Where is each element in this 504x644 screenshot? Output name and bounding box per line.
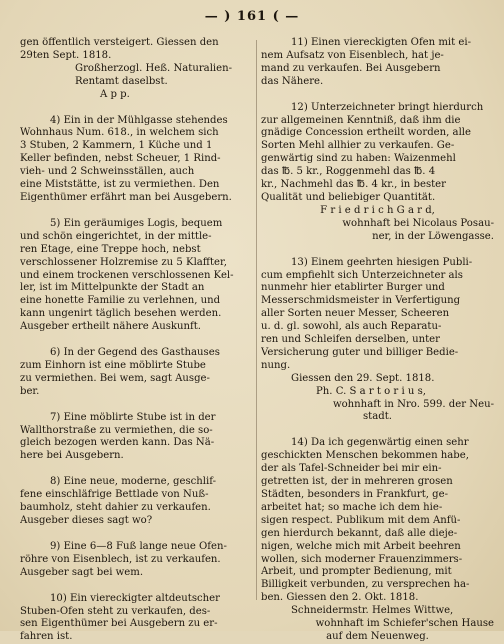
right-text-line: wollen, sich moderner Frauenzimmers- [261,553,463,565]
left-text-line: Ausgeber ertheilt nähere Auskunft. [20,321,202,333]
right-text-line: Sorten Mehl allhier zu verkaufen. Ge- [261,140,455,152]
left-text-line: vieh- und 2 Schweinsställen, auch [20,166,195,178]
left-text-line: fene einschläfrige Bettlade von Nuß- [20,489,209,501]
left-text-line: fahren ist. [20,631,73,643]
right-text-line: ner, in der Löwengasse. [372,230,494,242]
right-text-line: auf dem Neuenweg. [326,630,429,642]
left-text-line: 29ten Sept. 1818. [20,49,112,61]
right-text-line: Versicherung guter und billiger Bedie- [261,346,459,358]
left-text-line: eine honette Familie zu verlehnen, und [20,295,221,307]
left-text-line: gen öffentlich versteigert. Giessen den [20,37,219,48]
right-text-line: nigen, welche mich mit Arbeit beehren [261,540,461,552]
left-text-line: Keller befinden, nebst Scheuer, 1 Rind- [20,153,221,165]
right-text-line: u. d. gl. sowohl, als auch Reparatu- [261,321,442,333]
right-text-line: 13) Einem geehrten hiesigen Publi- [291,256,473,268]
left-text-line: und einem trockenen verschlossenen Kel- [20,269,234,281]
paragraph-gap [20,399,252,412]
right-text-line: mand zu verkaufen. Bei Ausgebern [261,62,441,74]
right-text-line: Arbeit, und prompter Bedienung, mit [261,566,452,578]
left-text-line: Eigenthümer erfährt man bei Ausgebern. [20,191,232,203]
left-text-line: 8) Eine neue, moderne, geschlif- [50,476,217,488]
left-text-line: gleich bezogen werden kann. Das Nä- [20,437,215,449]
right-text-line: getretten ist, der in mehreren grosen [261,476,453,488]
left-text-line: Wallthorstraße zu vermiethen, die so- [20,424,213,436]
left-text-line: ler, ist im Mittelpunkte der Stadt an [20,282,205,294]
right-text-line: der als Tafel-Schneider bei mir ein- [261,463,442,475]
left-text-line: Ausgeber dieses sagt wo? [20,515,153,526]
paragraph-gap [261,244,494,257]
right-text-line: Giessen den 29. Sept. 1818. [291,372,435,384]
right-text-line: nung. [261,359,291,371]
right-text-line: kr., Nachmehl das ℔. 4 kr., in bester [261,179,446,191]
right-text-line: zur allgemeinen Kenntniß, daß ihm die [261,114,461,126]
right-text-line: geschickten Menschen bekommen habe, [261,450,469,462]
left-text-line: Stuben-Ofen steht zu verkaufen, des- [20,605,211,617]
right-text-line: cum empfiehlt sich Unterzeichneter als [261,269,463,281]
paragraph-gap [20,334,252,347]
right-text-line: 11) Einen viereckigten Ofen mit ei- [291,37,472,48]
right-text-line: ren und Schleifen derselben, unter [261,334,440,346]
paragraph-gap [20,205,252,218]
right-text-line: nunmehr hier etablirter Burger und [261,282,445,294]
paragraph-gap [261,89,494,102]
left-text-line: Großherzogl. Heß. Naturalien- [75,62,233,74]
left-text-line: 9) Eine 6—8 Fuß lange neue Ofen- [50,540,227,552]
right-text-line: stadt. [363,411,392,423]
left-text-line: zu vermiethen. Bei wem, sagt Ausge- [20,372,210,384]
right-text-line: aller Sorten neuer Messer, Scheeren [261,308,450,320]
right-text-line: ben. Giessen den 2. Okt. 1818. [261,592,419,604]
left-text-line: röhre von Eisenblech, ist zu verkaufen. [20,553,221,565]
right-text-line: arbeitet hat; so mache ich dem hie- [261,501,443,513]
right-text-line: genwärtig sind zu haben: Waizenmehl [261,153,456,165]
page-number-header: — ) 161 ( — [204,9,300,24]
left-text-line: verschlossener Holzremise zu 5 Klaffter, [20,256,227,268]
left-text-line: Ausgeber sagt bei wem. [20,566,144,578]
left-text-line: 4) Ein in der Mühlgasse stehendes [50,114,228,126]
right-text-line: Billigkeit verbunden, zu versprechen ha- [261,579,470,591]
right-text-line: nem Aufsatz von Eisenblech, hat je- [261,49,444,61]
left-text-line: zum Einhorn ist eine möblirte Stube [20,359,206,371]
left-text-line: ber. [20,385,40,397]
right-text-line: F r i e d r i c h G a r d, [320,204,435,216]
left-text-line: Rentamt daselbst. [75,75,168,87]
left-text-line: sen Eigenthümer bei Ausgebern zu er- [20,618,218,630]
right-text-line: wohnhaft in Nro. 599. der Neu- [332,398,494,410]
paragraph-gap [20,463,252,476]
paragraph-gap [20,580,252,593]
left-text-line: kann ungenirt täglich besehen werden. [20,308,222,320]
paragraph-gap [20,528,252,541]
left-text-line: ren Etage, eine Treppe hoch, nebst [20,243,201,255]
right-text-line: Schneidermstr. Helmes Wittwe, [291,605,454,617]
column-divider [256,40,257,600]
left-column [20,37,252,644]
right-text-line: das Nähere. [261,75,324,87]
left-text-line: baumholz, steht dahier zu verkaufen. [20,502,211,514]
right-column [261,37,494,644]
paragraph-gap [261,424,494,437]
left-text-line: 5) Ein geräumiges Logis, bequem [50,217,223,229]
left-text-line: A p p. [100,88,130,100]
right-text-line: wohnhaft bei Nicolaus Posau- [342,217,494,229]
right-text-line: das ℔. 5 kr., Roggenmehl das ℔. 4 [261,166,436,178]
left-text-line: Wohnhaus Num. 618., in welchem sich [20,127,219,139]
right-text-line: wohnhaft im Schiefer'schen Hause [315,618,494,630]
left-text-line: 6) In der Gegend des Gasthauses [50,347,220,359]
paragraph-gap [20,102,252,115]
right-text-line: gen hierdurch bekannt, daß alle dieje- [261,527,458,539]
right-text-line: 12) Unterzeichneter bringt hierdurch [291,101,484,113]
right-text-line: Städten, besonders in Frankfurt, ge- [261,489,449,500]
right-text-line: Qualität und beliebiger Quantität. [261,191,436,203]
left-text-line: 10) Ein viereckigter altdeutscher [50,592,220,604]
left-text-line: eine Miststätte, ist zu vermiethen. Den [20,179,220,191]
left-text-line: 7) Eine möblirte Stube ist in der [50,411,216,423]
right-text-line: gnädige Concession ertheilt worden, alle [261,127,472,139]
right-text-line: sigen respect. Publikum mit dem Anfü- [261,514,461,526]
left-text-line: here bei Ausgebern. [20,450,124,462]
left-text-line: und schön eingerichtet, in der mittle- [20,230,212,242]
right-text-line: Messerschmidsmeister in Verfertigung [261,295,461,307]
right-text-line: Ph. C. S a r t o r i u s, [316,385,426,397]
right-text-line: 14) Da ich gegenwärtig einen sehr [291,437,469,449]
left-text-line: 3 Stuben, 2 Kammern, 1 Küche und 1 [20,140,213,152]
